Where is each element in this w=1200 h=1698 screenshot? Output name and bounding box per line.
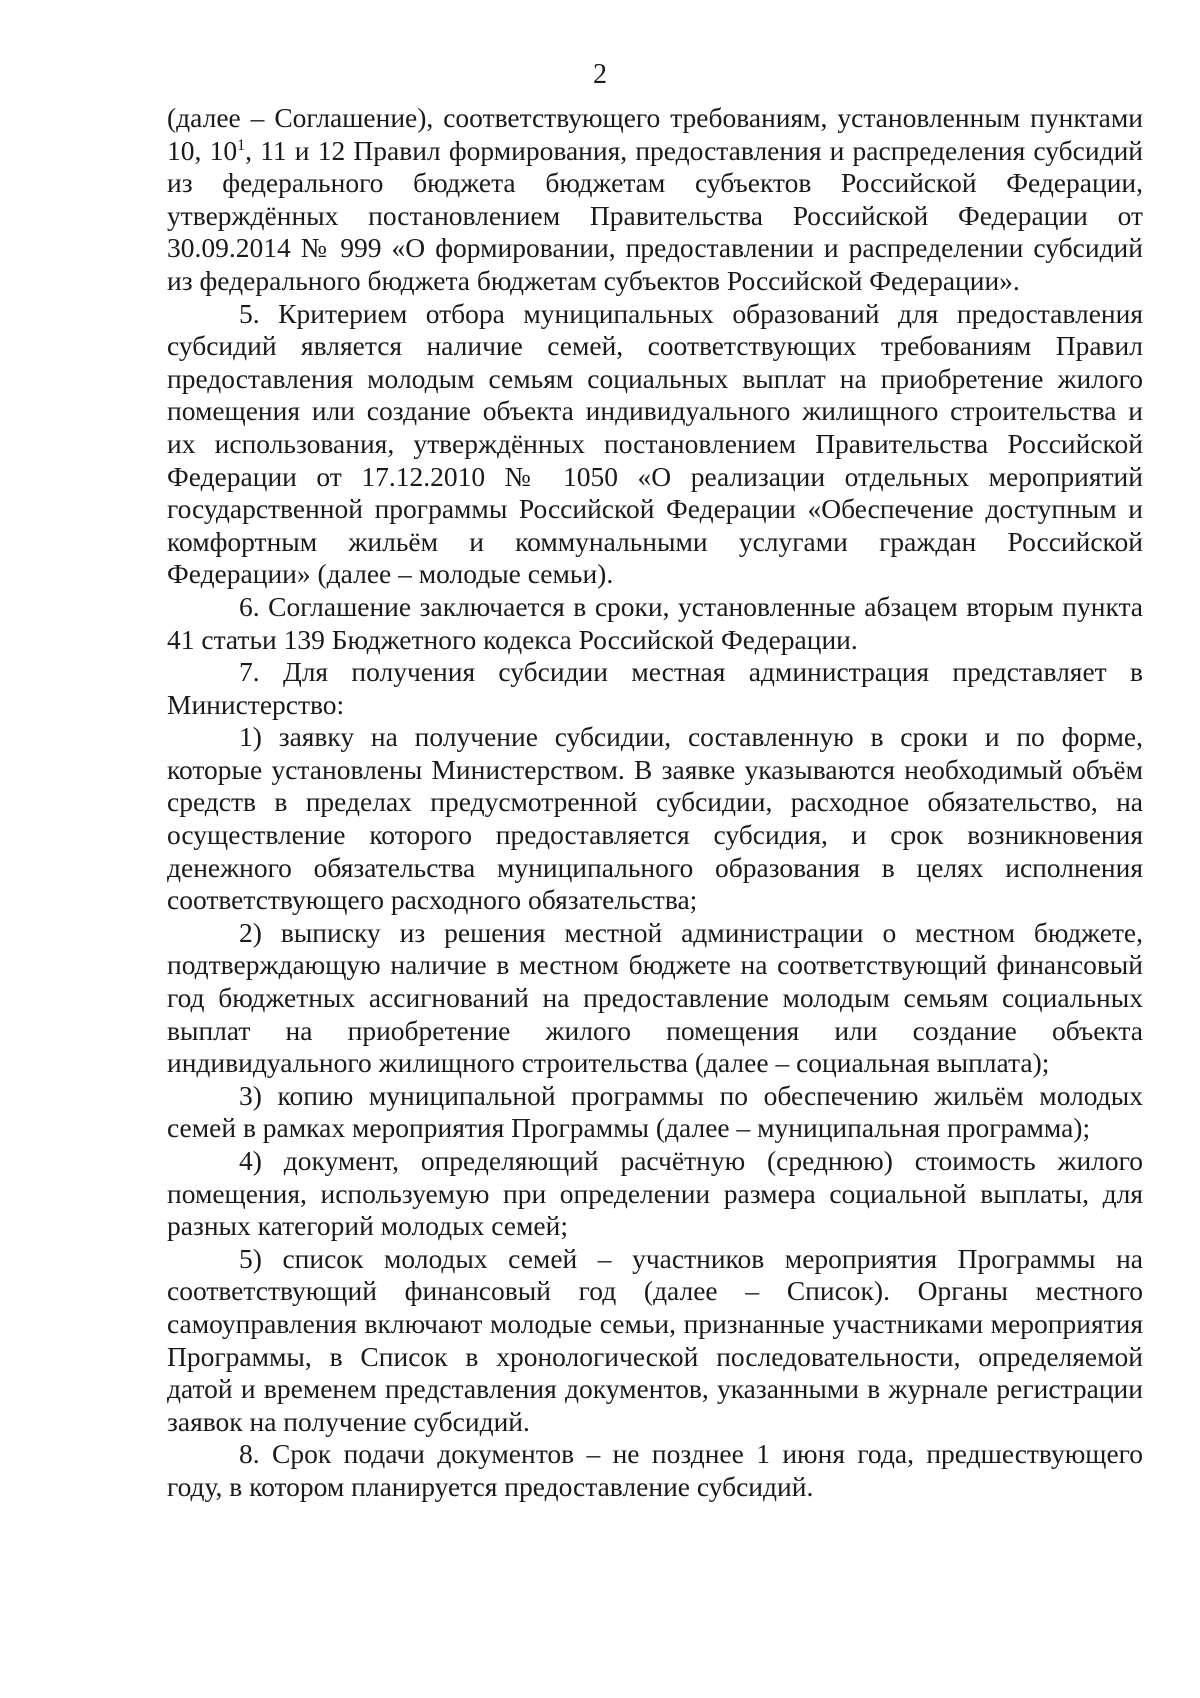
paragraph-text: 4) документ, определяющий расчётную (среднюю) стоимость жилого помещения, используемую при определении размера социальной выплаты, для разных категорий молодых семей; <box>167 1145 1143 1242</box>
paragraph <box>167 721 1143 917</box>
paragraph <box>167 656 1143 721</box>
paragraph-text: (далее – Соглашение), соответствующего требованиям, установленным пунктами 10, 10 <box>167 102 1143 166</box>
paragraph-text: 7. Для получения субсидии местная администрация представляет в Министерство: <box>167 656 1143 720</box>
paragraph-text: 6. Соглашение заключается в сроки, установленные абзацем вторым пункта 41 статьи 139 Бюджетного кодекса Российской Федерации. <box>167 590 1143 655</box>
paragraph-text: 1) заявку на получение субсидии, составленную в сроки и по форме, которые установлены Министерством. В заявке указываются необходимый объём средств в пределах предусмотренной субсидии, расходное обязательство, на осуществление которого предоставляется субсидия, и срок возникновения денежного обязательства муниципального образования в целях исполнения соответствующего расходного обязательства; <box>167 721 1143 916</box>
paragraph <box>167 1145 1143 1243</box>
document-body <box>167 102 1143 1504</box>
paragraph <box>167 1243 1143 1439</box>
paragraph <box>167 1080 1143 1145</box>
page-number: 2 <box>593 59 607 90</box>
paragraph-text: 3) копию муниципальной программы по обеспечению жильём молодых семей в рамках мероприятия Программы (далее – муниципальная программа); <box>167 1079 1143 1144</box>
paragraph-text: 5) список молодых семей – участников мероприятия Программы на соответствующий финансовый год (далее – Список). Органы местного самоуправления включают молодые семьи, признанные участниками мероприятия Программы, в Список в хронологической последовательности, определяемой датой и временем представления документов, указанными в журнале регистрации заявок на получение субсидий. <box>167 1242 1143 1437</box>
superscript: 1 <box>237 136 246 154</box>
paragraph-text: , 11 и 12 Правил формирования, предоставления и распределения субсидий из федерального бюджета бюджетам субъектов Российской Федерации, утверждённых постановлением Правительства Российской Федерации от 30.09.2014 № 999 «О формировании, предоставлении и распределении субсидий из федерального бюджета бюджетам субъектов Российской Федерации». <box>167 134 1144 296</box>
paragraph <box>167 1438 1143 1503</box>
paragraph <box>167 102 1143 298</box>
paragraph <box>167 591 1143 656</box>
paragraph <box>167 917 1143 1080</box>
paragraph-text: 2) выписку из решения местной администрации о местном бюджете, подтверждающую наличие в местном бюджете на соответствующий финансовый год бюджетных ассигнований на предоставление молодым семьям социальных выплат на приобретение жилого помещения или создание объекта индивидуального жилищного строительства (далее – социальная выплата); <box>167 916 1143 1079</box>
paragraph-text: 5. Критерием отбора муниципальных образований для предоставления субсидий является наличие семей, соответствующих требованиям Правил предоставления молодым семьям социальных выплат на приобретение жилого помещения или создание объекта индивидуального жилищного строительства и их использования, утверждённых постановлением Правительства Российской Федерации от 17.12.2010 № 1050 «О реализации отдельных мероприятий государственной программы Российской Федерации «Обеспечение доступным и комфортным жильём и коммунальными услугами граждан Российской Федерации» (далее – молодые семьи). <box>167 297 1143 590</box>
paragraph <box>167 298 1143 591</box>
paragraph-text: 8. Срок подачи документов – не позднее 1 июня года, предшествующего году, в котором планируется предоставление субсидий. <box>167 1438 1143 1502</box>
